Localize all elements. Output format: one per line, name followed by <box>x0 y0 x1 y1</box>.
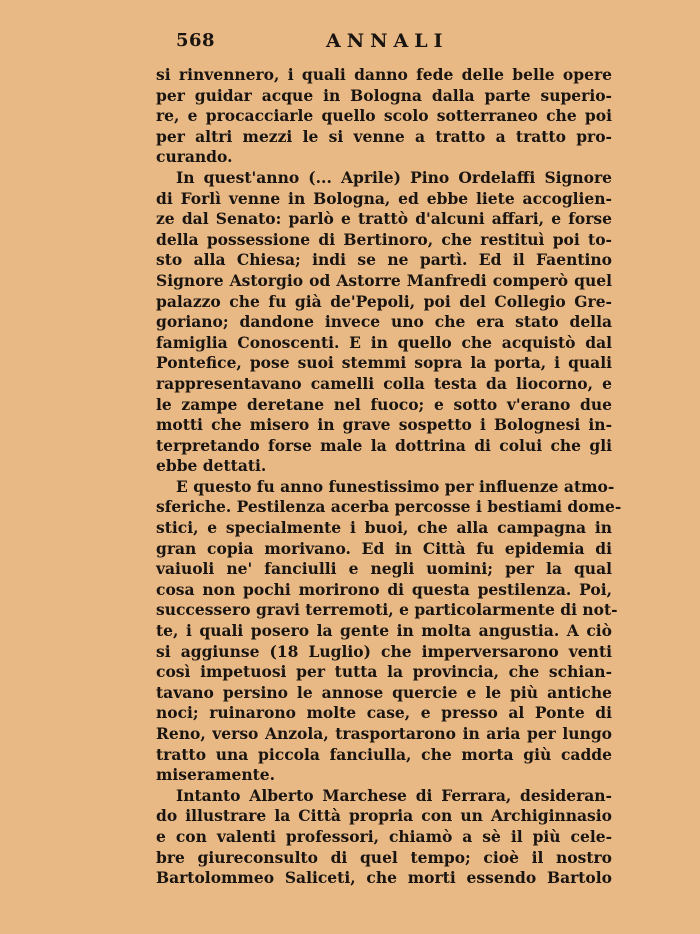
text-line: noci; ruinarono molte case, e presso al Ponte di <box>156 703 612 723</box>
page-number: 568 <box>176 30 216 51</box>
text-line: re, e procacciarle quello scolo sotterraneo che poi <box>156 106 612 126</box>
text-line: terpretando forse male la dottrina di colui che gli <box>156 435 612 455</box>
text-line: famiglia Conoscenti. E in quello che acquistò dal <box>156 332 612 352</box>
text-line: Bartolommeo Saliceti, che morti essendo Bartolo <box>156 868 612 888</box>
text-line: sferiche. Pestilenza acerba percosse i bestiami dome- <box>156 497 622 517</box>
text-line: bre giureconsulto di quel tempo; cioè il nostro <box>156 847 612 867</box>
text-line: miseramente. <box>156 765 276 785</box>
text-line: do illustrare la Città propria con un Archiginnasio <box>156 806 612 826</box>
text-line: cosa non pochi morirono di questa pestilenza. Poi, <box>156 579 612 599</box>
text-line: te, i quali posero la gente in molta angustia. A ciò <box>156 621 612 641</box>
text-line: ze dal Senato: parlò e trattò d'alcuni affari, e forse <box>156 209 612 229</box>
text-line: E questo fu anno funestissimo per influenze atmo- <box>176 476 615 496</box>
text-line: palazzo che fu già de'Pepoli, poi del Collegio Gre- <box>156 291 612 311</box>
text-line: rappresentavano camelli colla testa da liocorno, e <box>156 373 612 393</box>
text-line: stici, e specialmente i buoi, che alla campagna in <box>156 518 612 538</box>
text-line: curando. <box>156 147 233 167</box>
paragraph <box>156 786 612 889</box>
text-line: In quest'anno (... Aprile) Pino Ordelaffi Signore <box>176 167 612 187</box>
text-line: di Forlì venne in Bologna, ed ebbe liete accoglien- <box>156 188 612 208</box>
text-line: goriano; dandone invece uno che era stato della <box>156 312 612 332</box>
text-line: così impetuosi per tutta la provincia, che schian- <box>156 662 612 682</box>
text-line: tavano persino le annose quercie e le più antiche <box>156 682 612 702</box>
text-line: Reno, verso Anzola, trasportarono in aria per lungo <box>156 724 612 743</box>
text-line: sto alla Chiesa; indi se ne partì. Ed il Faentino <box>156 250 612 270</box>
running-title: ANNALI <box>326 30 449 52</box>
text-line: le zampe deretane nel fuoco; e sotto v'erano due <box>156 394 612 414</box>
text-line: della possessione di Bertinoro, che restituì poi to- <box>156 229 612 249</box>
text-line: vaiuoli ne' fanciulli e negli uomini; per la qual <box>156 559 612 579</box>
text-line: Intanto Alberto Marchese di Ferrara, desideran- <box>176 785 612 805</box>
paragraph <box>156 476 622 786</box>
text-line: Pontefice, pose suoi stemmi sopra la porta, i quali <box>156 353 612 373</box>
paragraph <box>156 168 612 477</box>
body-text <box>156 65 622 889</box>
text-line: successero gravi terremoti, e particolarmente di not- <box>156 600 618 620</box>
page-header <box>0 30 700 54</box>
text-line: ebbe dettati. <box>156 456 267 476</box>
text-line: e con valenti professori, chiamò a sè il più cele- <box>156 826 612 846</box>
text-line: gran copia morivano. Ed in Città fu epidemia di <box>156 538 612 558</box>
paragraph <box>156 65 612 168</box>
text-line: per guidar acque in Bologna dalla parte superio- <box>156 85 612 105</box>
text-line: si aggiunse (18 Luglio) che imperversarono venti <box>156 641 612 661</box>
text-line: tratto una piccola fanciulla, che morta giù cadde <box>156 744 612 764</box>
text-line: si rinvennero, i quali danno fede delle belle opere <box>156 65 612 84</box>
text-line: per altri mezzi le si venne a tratto a tratto pro- <box>156 126 612 146</box>
text-line: motti che misero in grave sospetto i Bolognesi in- <box>156 415 612 435</box>
text-line: Signore Astorgio od Astorre Manfredi comperò quel <box>156 270 612 290</box>
